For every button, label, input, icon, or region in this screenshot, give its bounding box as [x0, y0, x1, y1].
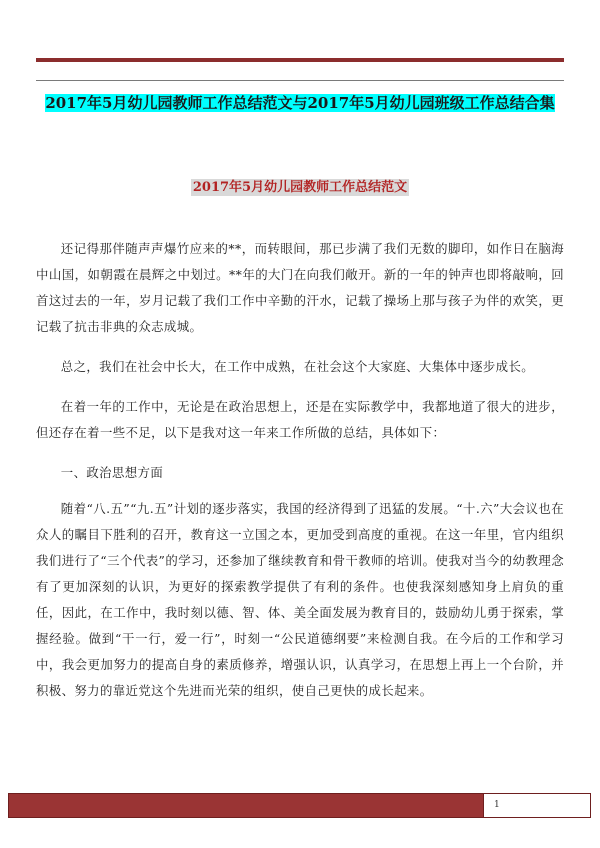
header-rule-thin — [36, 80, 564, 81]
subheading-political: 一、政治思想方面 — [60, 465, 164, 480]
paragraph-political: 随着“八.五”“九.五”计划的逐步落实，我国的经济得到了迅猛的发展。“十.六”大会议也在众人的瞩目下胜利的召开，教育这一立国之本，更加受到高度的重视。在这一年里，官内组织我们进行了“三个代表”的学习，还参加了继续教育和骨干教师的培训。使我对当今的幼教理念有了更加深刻的认识，为更好的探索教学提供了有利的条件。也使我深刻感知身上肩负的重任，因此，在工作中，我时刻以德、智、体、美全面发展为教育目的，鼓励幼儿勇于探索，掌握经验。做到“干一行，爱一行”，时刻一“公民道德纲要”来检测自我。在今后的工作和学习中，我会更加努力的提高自身的素质修养，增强认识，认真学习，在思想上再上一个台阶，并积极、努力的靠近党这个先进而光荣的组织，使自己更快的成长起来。 — [36, 501, 564, 698]
section-title-text: 2017年5月幼儿园教师工作总结范文 — [192, 180, 408, 195]
document-title-text: 2017年5月幼儿园教师工作总结范文与2017年5月幼儿园班级工作总结合集 — [45, 94, 555, 112]
page-number: 1 — [483, 794, 590, 817]
paragraph-summary: 总之，我们在社会中长大，在工作中成熟，在社会这个大家庭、大集体中逐步成长。 — [60, 359, 535, 374]
document-title — [36, 92, 564, 114]
paragraph-intro: 还记得那伴随声声爆竹应来的**，而转眼间，那已步满了我们无数的脚印，如作日在脑海中山国，如朝霞在晨辉之中划过。**年的大门在向我们敞开。新的一年的钟声也即将敲响，回首这过去的一年，岁月记载了我们工作中辛勤的汗水，记载了操场上那与孩子为伴的欢笑，更记载了抗击非典的众志成城。 — [36, 241, 564, 334]
page-footer — [8, 793, 591, 818]
footer-bar — [9, 794, 483, 817]
paragraph-overview: 在着一年的工作中，无论是在政治思想上，还是在实际教学中，我都地道了很大的进步，但还存在着一些不足，以下是我对这一年来工作所做的总结，具体如下： — [36, 399, 564, 440]
section-title — [36, 178, 564, 198]
header-rule-thick — [36, 58, 564, 62]
document-body — [36, 236, 564, 718]
